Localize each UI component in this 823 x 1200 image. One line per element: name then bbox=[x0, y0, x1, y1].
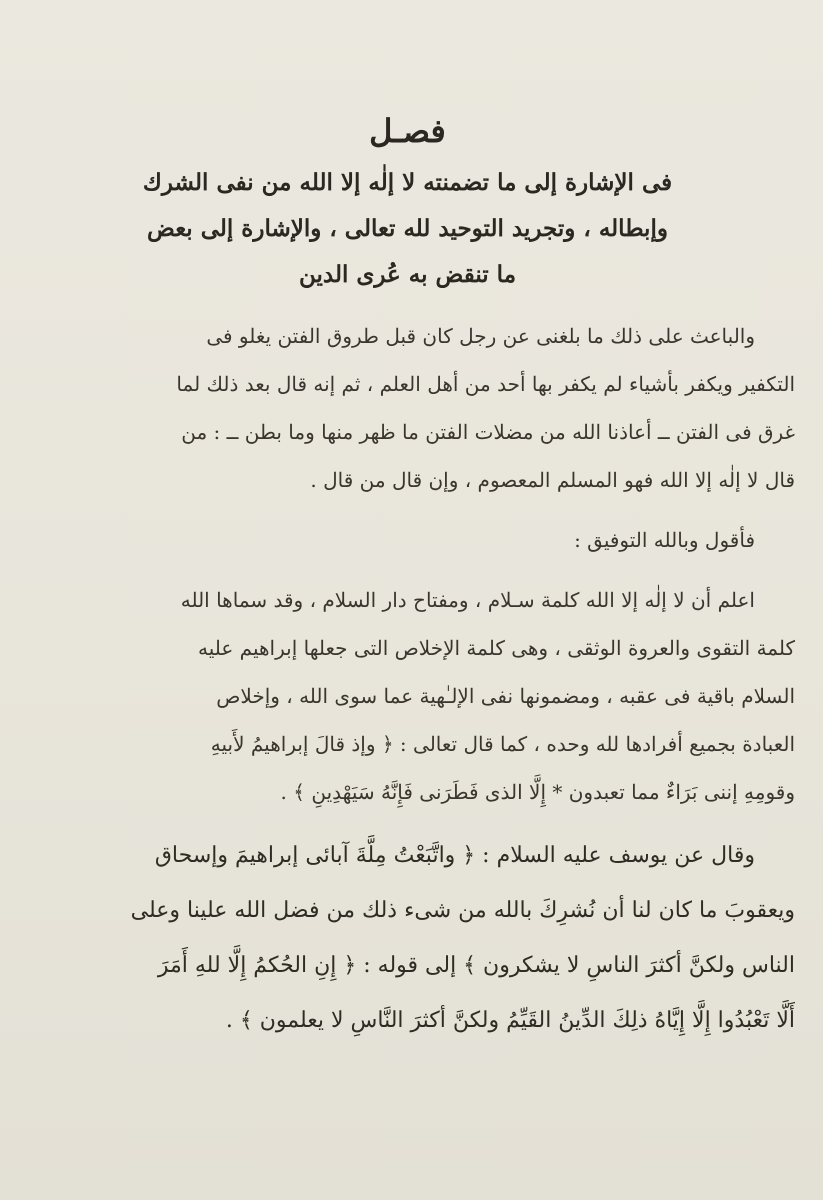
text-line: العبادة بجميع أفرادها لله وحده ، كما قال تعالى : ﴿ وإذ قالَ إبراهيمُ لأَبيهِ bbox=[210, 732, 795, 756]
paragraph-intro bbox=[20, 516, 795, 564]
heading-line: وإبطاله ، وتجريد التوحيد لله تعالى ، والإشارة إلى بعض bbox=[147, 215, 668, 242]
heading-line: ما تنقض به عُرى الدين bbox=[298, 261, 517, 288]
text-line: والباعث على ذلك ما بلغنى عن رجل كان قبل طروق الفتن يغلو فى bbox=[206, 324, 755, 348]
paragraph-yusuf bbox=[20, 828, 795, 1048]
text-line: التكفير ويكفر بأشياء لم يكفر بها أحد من أهل العلم ، ثم إنه قال بعد ذلك لما bbox=[176, 372, 795, 396]
paragraph-motive bbox=[20, 312, 795, 504]
text-line: كلمة التقوى والعروة الوثقى ، وهى كلمة الإخلاص التى جعلها إبراهيم عليه bbox=[197, 636, 795, 660]
text-line: فأقول وبالله التوفيق : bbox=[574, 528, 755, 552]
text-line: قال لا إلٰه إلا الله فهو المسلم المعصوم ، وإن قال من قال . bbox=[310, 468, 795, 492]
chapter-heading bbox=[20, 160, 795, 298]
text-line: اعلم أن لا إلٰه إلا الله كلمة سـلام ، ومفتاح دار السلام ، وقد سماها الله bbox=[180, 588, 755, 612]
text-line: وقومِهِ إننى بَرَاءٌ مما تعبدون * إِلَّا الذى فَطَرَنى فَإِنَّهُ سَيَهْدِينِ ﴾ . bbox=[280, 780, 795, 804]
text-line: غرق فى الفتن ــ أعاذنا الله من مضلات الفتن ما ظهر منها وما بطن ــ : من bbox=[181, 420, 795, 444]
text-line: أَلَّا تَعْبُدُوا إِلَّا إِيَّاهُ ذلِكَ الدِّينُ القَيِّمُ ولكنَّ أكثرَ النَّاسِ لا يعلمون ﴾ . bbox=[225, 1008, 795, 1033]
paragraph-declaration bbox=[20, 576, 795, 816]
text-line: الناس ولكنَّ أكثرَ الناسِ لا يشكرون ﴾ إلى قوله : ﴿ إِنِ الحُكمُ إِلَّا للهِ أَمَرَ bbox=[157, 953, 795, 978]
text-line: وقال عن يوسف عليه السلام : ﴿ واتَّبَعْتُ مِلَّةَ آبائى إبراهيمَ وإسحاق bbox=[154, 843, 755, 868]
chapter-title: فصـل bbox=[369, 112, 446, 150]
text-line: ويعقوبَ ما كان لنا أن نُشرِكَ بالله من شىء ذلك من فضل الله علينا وعلى bbox=[130, 898, 795, 923]
heading-line: فى الإشارة إلى ما تضمنته لا إلٰه إلا الله من نفى الشرك bbox=[142, 169, 673, 196]
text-line: السلام باقية فى عقبه ، ومضمونها نفى الإلـٰهية عما سوى الله ، وإخلاص bbox=[216, 684, 795, 708]
